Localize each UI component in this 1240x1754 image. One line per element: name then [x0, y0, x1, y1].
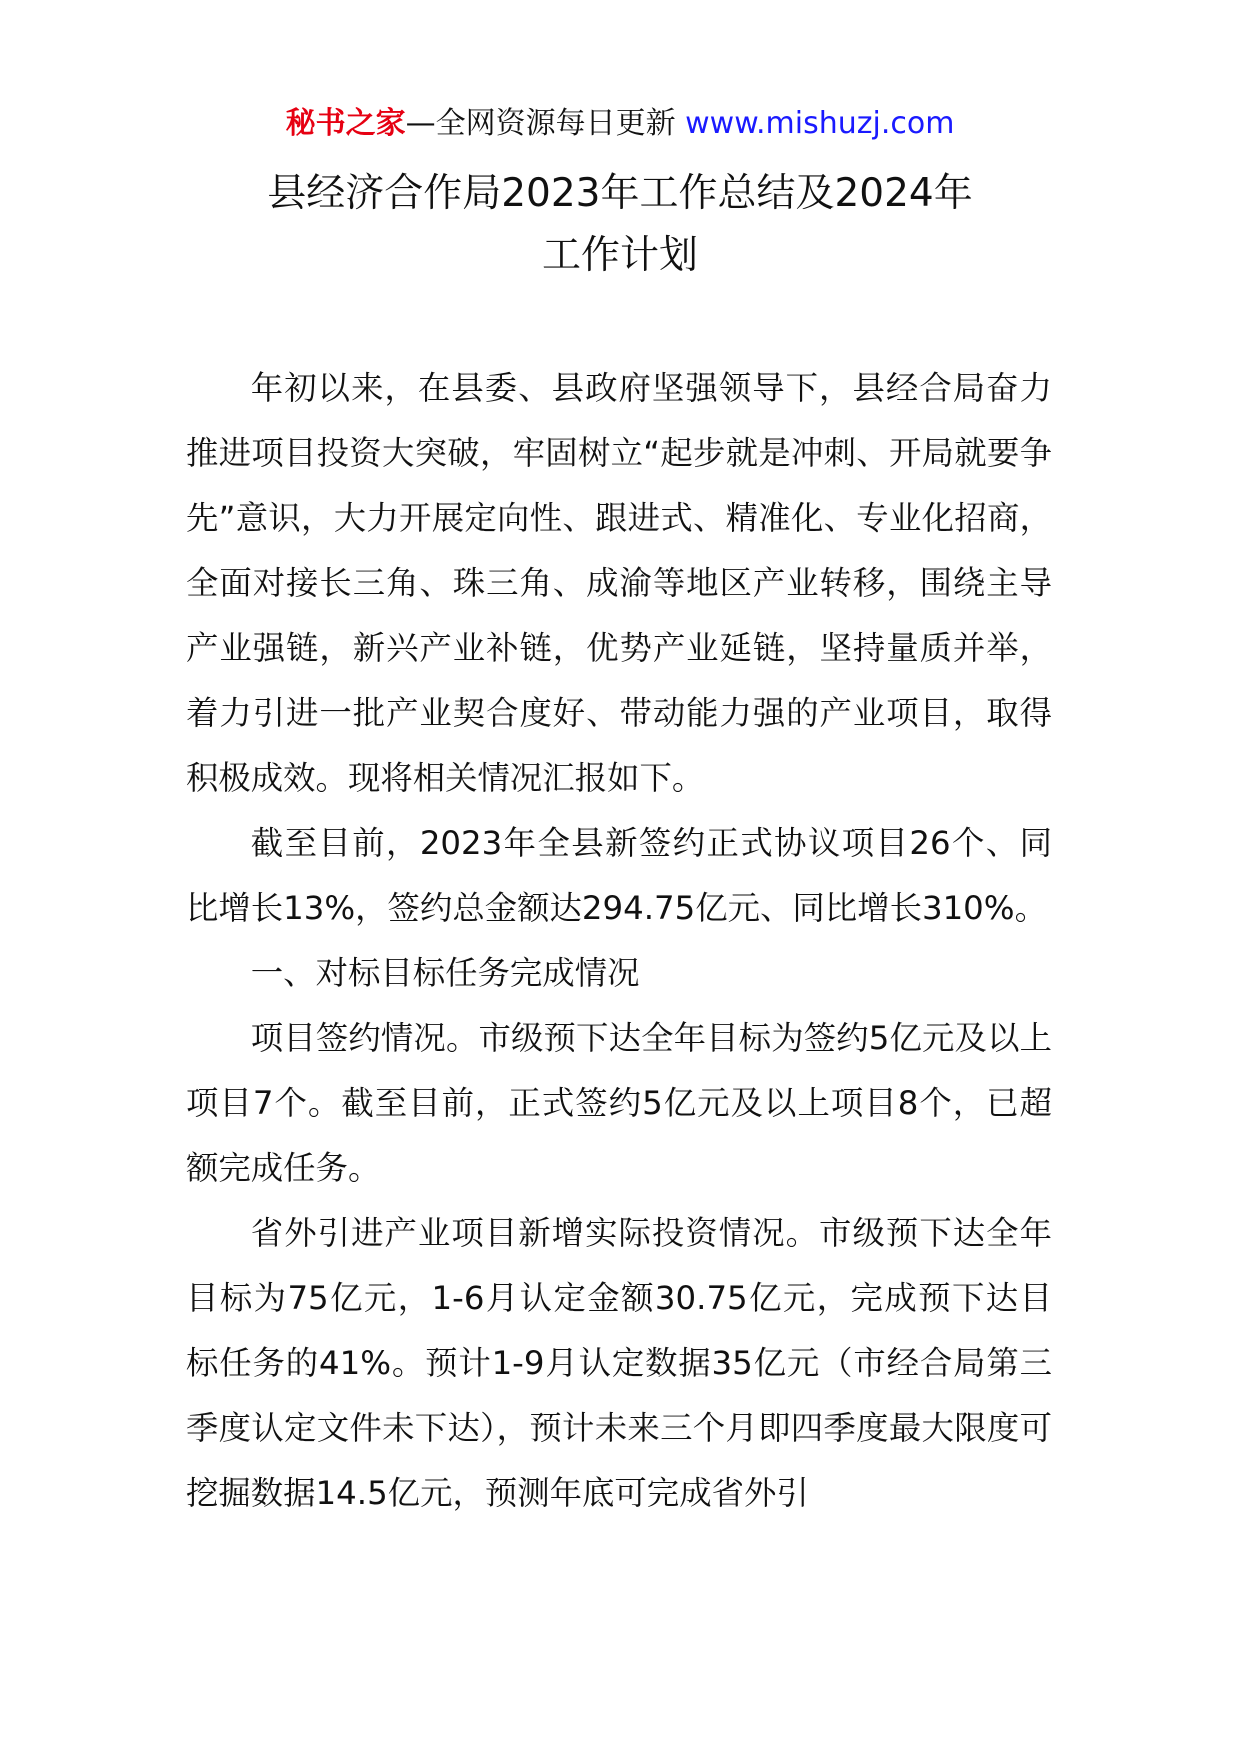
document-title: [0, 163, 1240, 287]
paragraph-signing: 项目签约情况。市级预下达全年目标为签约5亿元及以上项目7个。截至目前，正式签约5亿元及以上项目8个，已超额完成任务。: [186, 1019, 1052, 1187]
brand-slogan: —全网资源每日更新: [405, 106, 676, 141]
watermark-header: [0, 102, 1240, 146]
title-line-1: 县经济合作局2023年工作总结及2024年: [267, 171, 973, 216]
site-link[interactable]: www.mishuzj.com: [685, 106, 955, 141]
brand-name: 秘书之家: [285, 106, 406, 141]
paragraph-summary: 截至目前，2023年全县新签约正式协议项目26个、同比增长13%，签约总金额达294.75亿元、同比增长310%。: [186, 824, 1052, 927]
paragraph-investment: 省外引进产业项目新增实际投资情况。市级预下达全年目标为75亿元，1-6月认定金额30.75亿元，完成预下达目标任务的41%。预计1-9月认定数据35亿元（市经合局第三季度认定文件未下达），预计未来三个月即四季度最大限度可挖掘数据14.5亿元，预测年底可完成省外引: [186, 1214, 1052, 1512]
section-heading: 一、对标目标任务完成情况: [250, 954, 640, 992]
paragraph-intro: 年初以来，在县委、县政府坚强领导下，县经合局奋力推进项目投资大突破，牢固树立“起步就是冲刺、开局就要争先”意识，大力开展定向性、跟进式、精准化、专业化招商，全面对接长三角、珠三角、成渝等地区产业转移，围绕主导产业强链，新兴产业补链，优势产业延链，坚持量质并举，着力引进一批产业契合度好、带动能力强的产业项目，取得积极成效。现将相关情况汇报如下。: [186, 369, 1052, 797]
title-line-2: 工作计划: [541, 233, 698, 278]
document-body: [186, 356, 1052, 1526]
